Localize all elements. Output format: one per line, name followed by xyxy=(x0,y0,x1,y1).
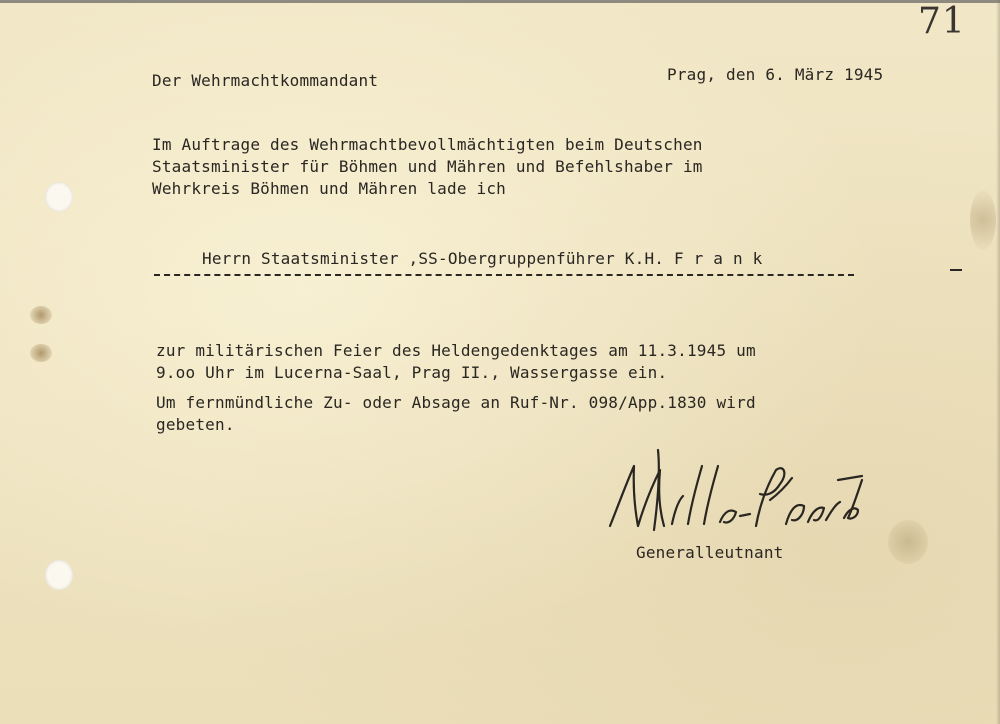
rsvp-line: Um fernmündliche Zu- oder Absage an Ruf-Nr. 098/App.1830 wird xyxy=(156,393,756,412)
paper-stain xyxy=(888,520,928,564)
page-right-edge xyxy=(996,0,1000,724)
margin-dash xyxy=(950,269,962,271)
event-line: 9.oo Uhr im Lucerna-Saal, Prag II., Wassergasse ein. xyxy=(156,363,668,382)
rsvp-line: gebeten. xyxy=(156,415,235,434)
addressee-underline xyxy=(154,274,854,276)
event-line: zur militärischen Feier des Heldengedenktages am 11.3.1945 um xyxy=(156,341,756,360)
paper-stain xyxy=(970,190,996,250)
punch-hole-top xyxy=(45,182,73,212)
rust-mark xyxy=(30,344,52,362)
page-number: 71 xyxy=(918,1,966,42)
signatory-rank: Generalleutnant xyxy=(636,543,784,562)
punch-hole-bottom xyxy=(45,560,73,590)
intro-line: Wehrkreis Böhmen und Mähren lade ich xyxy=(152,179,506,198)
handwritten-signature xyxy=(600,440,870,540)
intro-line: Staatsminister für Böhmen und Mähren und Befehlshaber im xyxy=(152,157,703,176)
page-top-edge xyxy=(0,0,1000,3)
place-date-line: Prag, den 6. März 1945 xyxy=(667,65,884,84)
intro-line: Im Auftrage des Wehrmachtbevollmächtigten beim Deutschen xyxy=(152,135,703,154)
sender-line: Der Wehrmachtkommandant xyxy=(152,71,379,90)
addressee-line: Herrn Staatsminister ,SS-Obergruppenführer K.H. F r a n k xyxy=(202,249,763,268)
rust-mark xyxy=(30,306,52,324)
